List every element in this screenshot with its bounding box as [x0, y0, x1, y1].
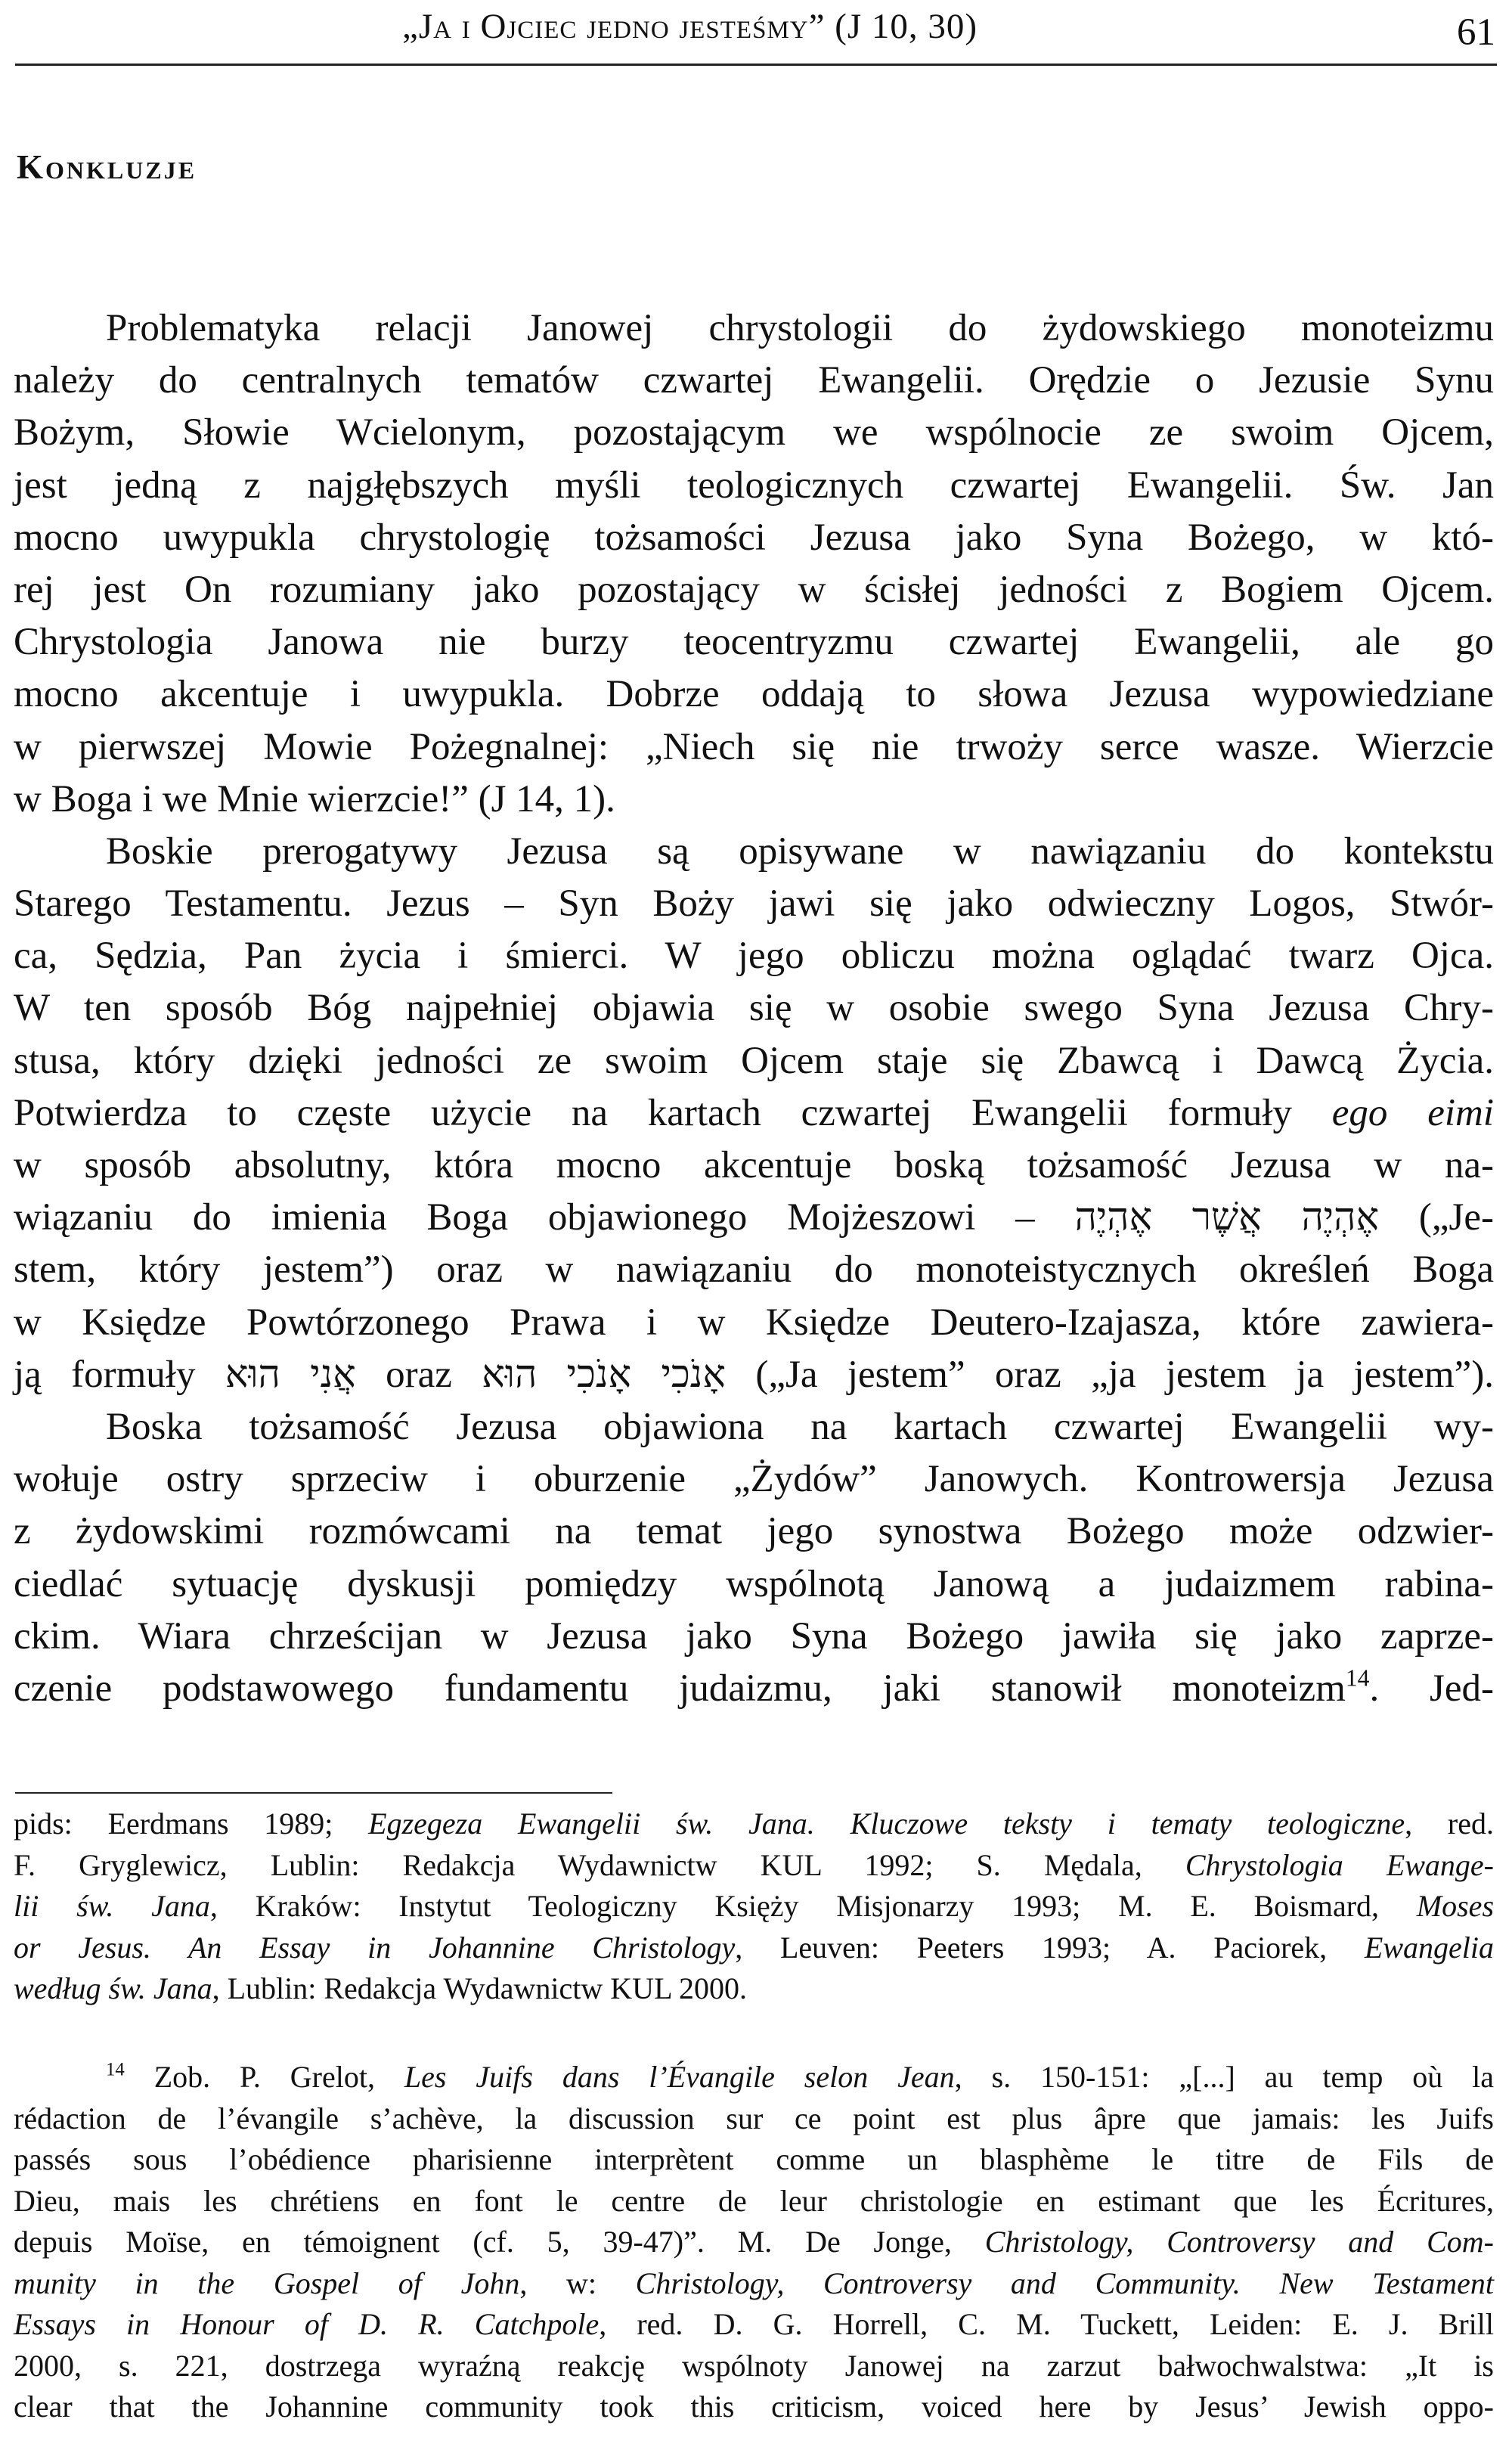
- text-span: , w:: [519, 2265, 596, 2300]
- footnote-ref: 14: [1345, 1664, 1370, 1692]
- text-line: w pierwszej Mowie Pożegnalnej: „Niech się nie trwoży serce wasze. Wierzcie: [14, 725, 1494, 768]
- italic-title: Egzegeza Ewangelii św. Jana. Kluczowe teksty i tematy teologiczne: [368, 1806, 1405, 1841]
- italic-title: Chrystologia Ewange-: [1185, 1847, 1495, 1882]
- text-span: oraz: [386, 1353, 452, 1396]
- text-line: Starego Testamentu. Jezus – Syn Boży jawi się jako odwieczny Logos, Stwór-: [14, 882, 1494, 926]
- text-line: w Boga i we Mnie wierzcie!” (J 14, 1).: [14, 777, 615, 820]
- text-span: , Lublin: Redakcja Wydawnictw KUL 2000.: [212, 1971, 748, 2005]
- text-span: Potwierdza to częste użycie na kartach czwartej Ewangelii formuły: [14, 1091, 1292, 1134]
- italic-title: Christology, Controversy and Community. New Testament: [635, 2265, 1494, 2300]
- italic-title: Moses: [1416, 1889, 1495, 1923]
- footnote-line: clear that the Johannine community took this criticism, voiced here by Jesus’ Jewish oppo-: [14, 2390, 1494, 2424]
- text-line: należy do centralnych tematów czwartej Ewangelii. Orędzie o Jezusie Synu: [14, 359, 1494, 402]
- section-heading: Konkluzje: [17, 148, 197, 186]
- text-line: stem, który jestem”) oraz w nawiązaniu do monoteistycznych określeń Boga: [14, 1248, 1494, 1292]
- text-span: Zob. P. Grelot,: [124, 2060, 375, 2094]
- footnote-number: 14: [106, 2059, 125, 2080]
- footnote-line: [14, 1803, 1494, 1845]
- italic-title: Essays in Honour of D. R. Catchpole: [14, 2307, 600, 2341]
- text-span: czenie podstawowego fundamentu judaizmu, jaki stanowił monoteizm: [14, 1667, 1346, 1710]
- text-span: wiązaniu do imienia Boga objawionego Mojżeszowi –: [14, 1196, 1035, 1239]
- text-span: , red.: [1405, 1806, 1494, 1841]
- footnote-line: passés sous l’obédience pharisienne interprètent comme un blasphème le titre de Fils de: [14, 2142, 1494, 2176]
- text-line: ca, Sędzia, Pan życia i śmierci. W jego obliczu można oglądać twarz Ojca.: [14, 935, 1494, 978]
- hebrew-text: אָנֹכִי אָנֹכִי הוּא: [482, 1353, 726, 1396]
- text-span: pids: Eerdmans 1989;: [14, 1806, 333, 1841]
- text-line: [14, 1663, 1494, 1715]
- text-span: („Je-: [1418, 1196, 1495, 1239]
- footnote-14: [14, 2057, 1494, 2428]
- footnote-line: Dieu, mais les chrétiens en font le centre de leur christologie en estimant que les Écritures,: [14, 2183, 1494, 2218]
- hebrew-text: אֲנִי הוּא: [225, 1353, 356, 1396]
- text-line: Problematyka relacji Janowej chrystologii do żydowskiego monoteizmu: [106, 307, 1494, 349]
- italic-title: lii św. Jana: [14, 1889, 210, 1923]
- italic-title: munity in the Gospel of John: [14, 2265, 520, 2300]
- italic-title: Ewangelia: [1364, 1930, 1495, 1965]
- text-line: jest jedną z najgłębszych myśli teologicznych czwartej Ewangelii. Św. Jan: [14, 464, 1494, 507]
- text-span: . Jed-: [1369, 1667, 1494, 1710]
- italic-term: ego eimi: [1331, 1091, 1495, 1134]
- text-line: wołuje ostry sprzeciw i oburzenie „Żydów” Janowych. Kontrowersja Jezusa: [14, 1458, 1494, 1501]
- footnote-continued: [14, 1803, 1494, 2010]
- text-line: mocno uwypukla chrystologię tożsamości Jezusa jako Syna Bożego, w któ-: [14, 516, 1494, 559]
- text-line: [14, 1087, 1494, 1140]
- text-line: Chrystologia Janowa nie burzy teocentryzmu czwartej Ewangelii, ale go: [14, 621, 1494, 664]
- text-span: , Leuven: Peeters 1993; A. Paciorek,: [735, 1930, 1328, 1965]
- text-line: Boskie prerogatywy Jezusa są opisywane w nawiązaniu do kontekstu: [106, 830, 1494, 873]
- text-line: [14, 1349, 1494, 1401]
- footnote-line: 2000, s. 221, dostrzega wyraźną reakcję wspólnoty Janowej na zarzut bałwochwalstwa: „It is: [14, 2348, 1494, 2383]
- text-span: , red. D. G. Horrell, C. M. Tuckett, Leiden: E. J. Brill: [599, 2307, 1494, 2341]
- footnote-line: [14, 1845, 1494, 1887]
- text-line: Bożym, Słowie Wcielonym, pozostającym we wspólnocie ze swoim Ojcem,: [14, 411, 1494, 454]
- footnote-line: [14, 1927, 1494, 1969]
- footnote-rule: [15, 1792, 612, 1794]
- running-head: „Ja i Ojciec jedno jesteśmy” (J 10, 30): [402, 7, 978, 46]
- italic-title: Les Juifs dans l’Évangile selon Jean: [404, 2060, 955, 2094]
- footnote-line: [14, 2057, 1494, 2098]
- text-line: z żydowskimi rozmówcami na temat jego synostwa Bożego może odzwier-: [14, 1510, 1494, 1553]
- text-line: ciedlać sytuację dyskusji pomiędzy wspólnotą Janową a judaizmem rabina-: [14, 1562, 1494, 1605]
- footnote-line: [14, 1968, 1494, 2010]
- text-span: depuis Moïse, en témoignent (cf. 5, 39-47)”. M. De Jonge,: [14, 2225, 952, 2259]
- main-text: [14, 302, 1494, 1715]
- text-span: F. Gryglewicz, Lublin: Redakcja Wydawnictw KUL 1992; S. Mędala,: [14, 1847, 1142, 1882]
- italic-title: Christology, Controversy and Com-: [984, 2225, 1495, 2259]
- text-span: ją formuły: [14, 1353, 196, 1396]
- text-span: , Kraków: Instytut Teologiczny Księży Misjonarzy 1993; M. E. Boismard,: [209, 1889, 1380, 1923]
- text-line: w Księdze Powtórzonego Prawa i w Księdze Deutero-Izajasza, które zawiera-: [14, 1301, 1494, 1344]
- footnote-line: [14, 2222, 1494, 2263]
- text-line: w sposób absolutny, która mocno akcentuje boską tożsamość Jezusa w na-: [14, 1144, 1494, 1186]
- footnote-line: [14, 2304, 1494, 2346]
- text-span: („Ja jestem” oraz „ja jestem ja jestem”).: [755, 1353, 1495, 1396]
- header-rule: [15, 64, 1497, 66]
- text-line: ckim. Wiara chrześcijan w Jezusa jako Syna Bożego jawiła się jako zaprze-: [14, 1614, 1494, 1658]
- text-line: W ten sposób Bóg najpełniej objawia się w osobie swego Syna Jezusa Chry-: [14, 987, 1494, 1030]
- text-span: , s. 150-151: „[...] au temp où la: [954, 2060, 1495, 2094]
- text-line: stusa, który dzięki jedności ze swoim Ojcem staje się Zbawcą i Dawcą Życia.: [14, 1039, 1494, 1082]
- hebrew-text: אֶהְיֶה אֲשֶׁר אֶהְיֶה: [1074, 1196, 1380, 1239]
- text-line: rej jest On rozumiany jako pozostający w ścisłej jedności z Bogiem Ojcem.: [14, 568, 1494, 611]
- text-line: [14, 1192, 1494, 1244]
- page-number: 61: [1457, 11, 1495, 54]
- footnote-line: [14, 1886, 1494, 1927]
- footnote-line: rédaction de l’évangile s’achève, la discussion sur ce point est plus âpre que jamais: les Juifs: [14, 2101, 1494, 2135]
- text-line: mocno akcentuje i uwypukla. Dobrze oddają to słowa Jezusa wypowiedziane: [14, 673, 1494, 716]
- italic-title: według św. Jana: [14, 1971, 212, 2005]
- italic-title: or Jesus. An Essay in Johannine Christology: [14, 1930, 736, 1965]
- text-line: Boska tożsamość Jezusa objawiona na kartach czwartej Ewangelii wy-: [106, 1405, 1494, 1448]
- footnote-line: [14, 2263, 1494, 2305]
